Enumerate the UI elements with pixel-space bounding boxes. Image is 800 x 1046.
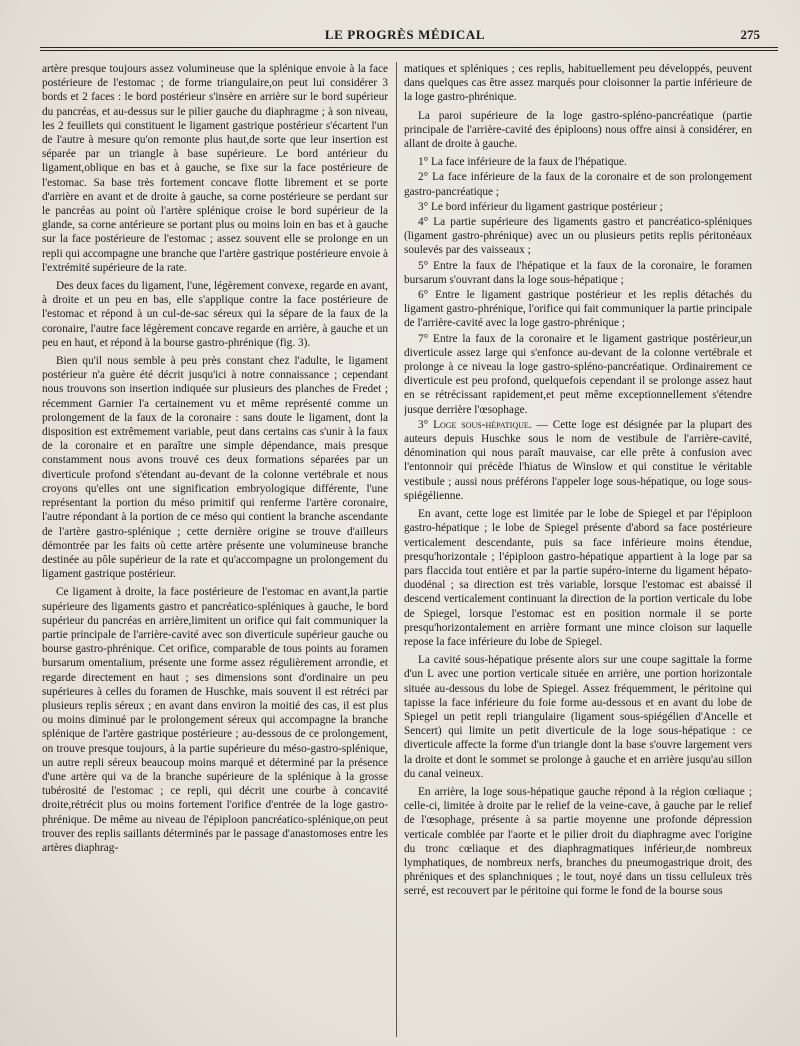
list-item: 1° La face inférieure de la faux de l'hépatique. [418,156,627,169]
section-title: 3° Loge sous-hépatique. [418,418,532,431]
list-item: 7° Entre la faux de la coronaire et le ligament gastrique postérieur,un diverticule assez large qui s'enfonce au-devant de la colonne vertébrale et prolonge à ce niveau la loge gastro-spléno-pancréatique. Ordinairement ce diverticule est peu profond, quelquefois cependant il se prolonge assez haut en se rétrécissant rapidement,et peut même exceptionnellement s'étendre jusque derrière l'œsophage. [404,332,752,416]
header-rule [40,47,778,51]
paragraph: artère presque toujours assez volumineuse que la splénique envoie à la face postérieure de l'estomac ; de forme triangulaire,on peut lui considérer 3 bords et 2 faces : le bord postérieur s'insère en arrière sur le bord supérieur du pancréas, et au-dessus sur le pilier gauche du diaphragme ; à son niveau, les 2 feuillets qui constituent le ligament gastrique postérieur s'écartent l'un de l'autre à mesure qu'on remonte plus haut,de sorte que leur insertion est séparée par un triangle à base supérieure. Le bord antérieur du ligament,oblique en bas et à gauche, se fixe sur la face postérieure de l'estomac. Sa base très fortement concave flotte librement et se porte d'arrière en avant et de droite à gauche, sa corne postérieure se perdant sur le pancréas au point où l'artère splénique croise le bord supérieur de la glande, sa corne antérieure se portant plus ou moins loin en bas et à gauche sur la face postérieure de l'estomac ; assez souvent elle se prolonge en un repli qui accompagne une branche que l'artère gastrique postérieure envoie à l'extrémité supérieure de la rate. [42,63,388,274]
list-item: 5° Entre la faux de l'hépatique et la faux de la coronaire, le foramen bursarum s'ouvrant dans la loge sous-hépatique ; [404,259,752,286]
list-item: 2° La face inférieure de la faux de la coronaire et de son prolongement gastro-pancréatique ; [404,171,752,198]
page-number: 275 [740,27,760,42]
list-item: 6° Entre le ligament gastrique postérieur et les replis détachés du ligament gastro-phrénique, l'orifice qui fait communiquer la partie principale de l'arrière-cavité avec la loge gastro-phrénique ; [404,289,752,330]
running-head: LE PROGRÈS MÉDICAL [324,27,486,42]
paragraph: La paroi supérieure de la loge gastro-spléno-pancréatique (partie principale de l'arrière-cavité des épiploons) nous offre ainsi à considérer, en allant de droite à gauche. [404,109,752,151]
list-item: 4° La partie supérieure des ligaments gastro et pancréatico-spléniques (ligament gastro-phrénique) avec un ou plusieurs petits replis péritonéaux soulevés par des vaisseaux ; [404,216,752,257]
section-text: — Cette loge est désignée par la plupart des auteurs depuis Huschke sous le nom de vestibule de l'arrière-cavité, dénomination qui nous paraît mauvaise, car elle prête à confusion avec l'entonnoir qui précède l'hiatus de Winslow et qui constitue le véritable vestibule ; aussi nous préférons l'appeler loge sous-hépatique, ou loge sous-spiégélienne. [404,418,752,502]
paragraph: Bien qu'il nous semble à peu près constant chez l'adulte, le ligament postérieur n'a guère été décrit jusqu'ici à notre connaissance ; cependant nous trouvons son insertion indiquée sur plusieurs des planches de Fredet ; récemment Garnier l'a certainement vu et même représenté comme un prolongement de la faux de la coronaire : sans doute le ligament, dont la disposition est extrêmement variable, peut dans certains cas s'unir à la faux de la coronaire et en paraître une simple dépendance, mais presque constamment nous avons trouvé ces deux formations séparées par un diverticule profond s'étendant au-devant de la colonne vertébrale et nous croyons qu'elles ont une signification embryologique différente, l'une représentant la portion du méso primitif qui renferme l'artère coronaire, l'autre répondant à la portion de ce méso qui contient la branche ascendante de l'artère gastro-splénique ; cette dernière origine se trouve d'ailleurs démontrée par les faits où cette artère présente une volumineuse branche destinée au pôle supérieur de la rate et qu'accompagne un prolongement du ligament gastrique postérieur. [42,355,388,581]
paragraph: En arrière, la loge sous-hépatique gauche répond à la région cœliaque ; celle-ci, limitée à droite par le relief de la veine-cave, à gauche par le relief de l'œsophage, présente à sa partie moyenne une profonde dépression verticale comblée par l'aorte et le pilier droit du diaphragme avec l'origine du tronc cœliaque et des diaphragmatiques inférieur,de nombreux lymphatiques, de nombreux nerfs, branches du pneumogastrique droit, des phréniques et des splanchniques ; le tout, noyé dans un tissu celluleux très serré, est recouvert par le péritoine qui forme le fond de la bourse sous [404,785,752,898]
section-paragraph [404,418,752,503]
paragraph: La cavité sous-hépatique présente alors sur une coupe sagittale la forme d'un L avec une portion verticale située en arrière, une portion horizontale située au-dessous du lobe de Spiegel. Assez fréquemment, le péritoine qui tapisse la face inférieure du foie forme au-dessous et en avant du lobe de Spiegel un petit repli triangulaire (ligament sous-spiégélien d'Ancelle et Sencert) qui limite un petit diverticule de la loge sous-hépatique : ce diverticule affecte la forme d'un triangle dont la base s'ouvre largement vers la droite et dont le sommet se prolonge à gauche et en arrière jusqu'au sillon du canal veineux. [404,654,752,780]
left-column [42,62,388,1037]
page-header [40,27,770,47]
paragraph: Des deux faces du ligament, l'une, légèrement convexe, regarde en avant, à droite et un peu en bas, elle s'applique contre la face postérieure de l'estomac et répond à un cul-de-sac séreux qui la sépare de la faux de la coronaire, l'autre face légèrement concave regarde en arrière, à gauche et un peu en haut, et répond à la bourse gastro-phrénique (fig. 3). [42,280,388,349]
list-item: 3° Le bord inférieur du ligament gastrique postérieur ; [418,200,663,213]
column-divider [396,62,397,1037]
paragraph: Ce ligament à droite, la face postérieure de l'estomac en avant,la partie supérieure des ligaments gastro et pancréatico-spléniques à gauche, le bord supérieur du pancréas en arrière,limitent un orifice qui fait communiquer la partie principale de l'arrière-cavité avec son diverticule supérieur gauche ou bourse gastro-phrénique. Cet orifice, comparable de tous points au foramen bursarum omentalium, présente une forme assez régulièrement arrondie, et regarde directement en haut ; ses dimensions sont d'ordinaire un peu supérieures à celles du foramen de Huschke, mais souvent il est rétréci par plusieurs replis séreux ; en avant dans environ la moitié des cas, il est plus ou moins diminué par le prolongement séreux qui accompagne la branche splénique de l'artère gastrique postérieure ; au-dessous de ce prolongement, on trouve presque toujours, à la partie supérieure du méso-gastro-splénique, un autre repli séreux beaucoup moins marqué et déterminé par la présence d'une artère qui va de la branche supérieure de la splénique à la grosse tubérosité de l'estomac ; ce repli, qui décrit une courbe à concavité droite,rétrécit plus ou moins fortement l'orifice d'entrée de la loge gastro-phrénique. De même au niveau de l'épiploon pancréatico-splénique,on peut trouver des replis saillants déterminés par le passage d'anastomoses entre les artères diaphrag- [42,586,388,854]
paragraph: En avant, cette loge est limitée par le lobe de Spiegel et par l'épiploon gastro-hépatique ; le lobe de Spiegel présente d'abord sa face postérieure verticalement descendante, puis sa face inférieure moins étendue, presqu'horizontale ; l'épiploon gastro-hépatique appartient à la loge par sa pars flaccida tout entière et par la partie supéro-interne du ligament hépato-duodénal ; sa direction est très variable, lorsque l'estomac est abaissé il descend verticalement continuant la direction de la portion verticale du lobe de Spiegel, lorsque l'estomac est en position normale il se porte presqu'horizontalement en arrière formant une mince cloison sur laquelle repose la face inférieure du lobe de Spiegel. [404,508,752,648]
right-column [404,62,752,1037]
paragraph: matiques et spléniques ; ces replis, habituellement peu développés, peuvent dans quelques cas être assez marqués pour cloisonner la partie inférieure de la loge gastro-phrénique. [404,63,752,104]
